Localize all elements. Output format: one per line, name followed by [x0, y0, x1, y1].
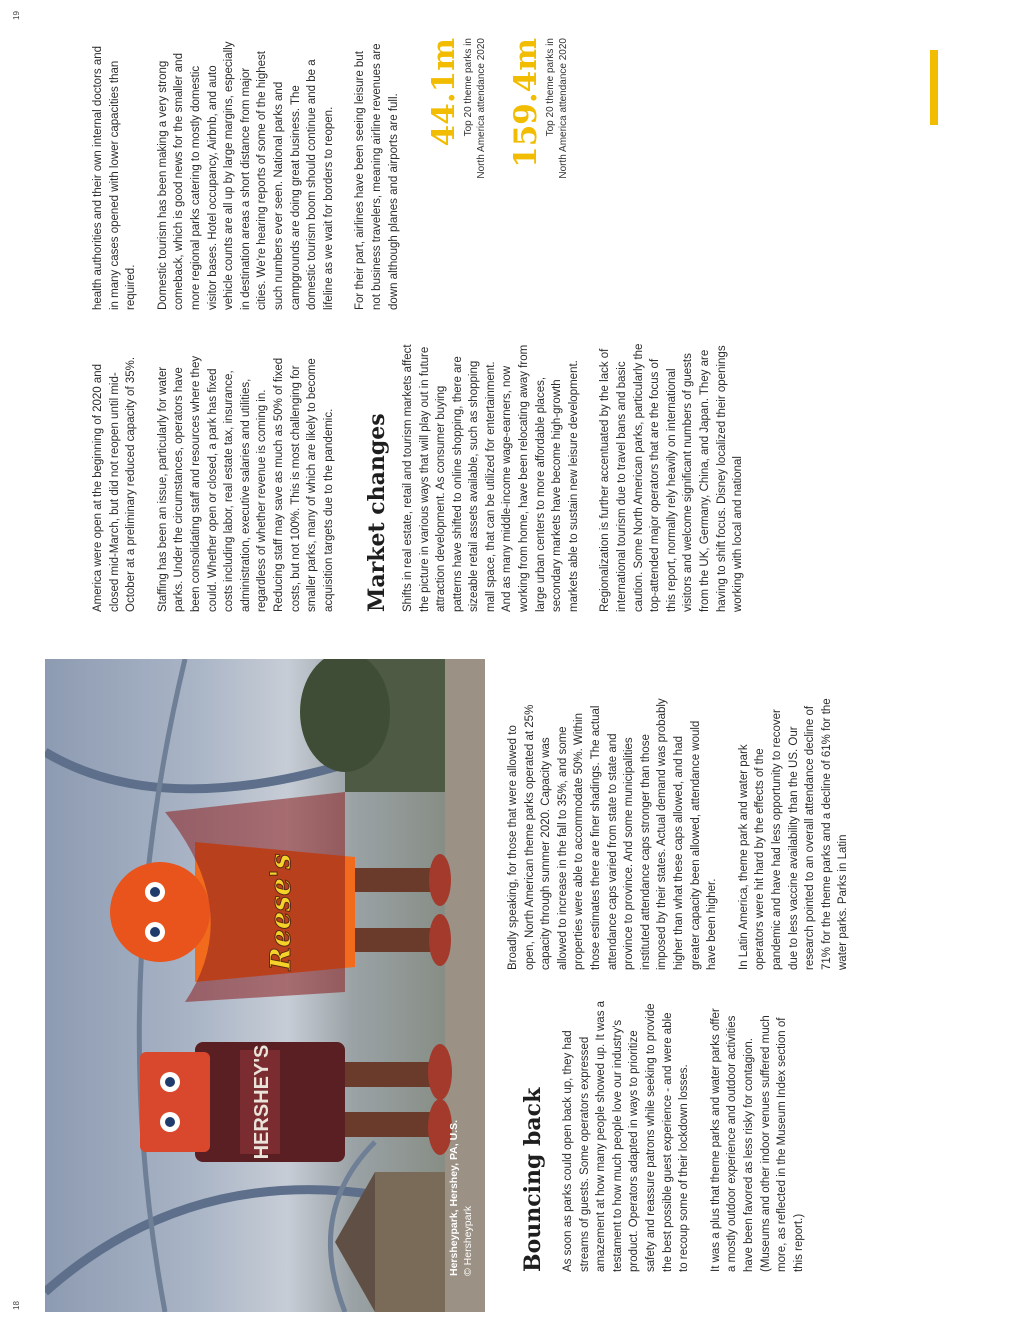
- paragraph: Broadly speaking, for those that were allowed to open, North American theme parks operated at 25% capacity through summer 2020. Capacity was allowed to increase in the fall to 35%, and some properties were able to accommodate 50%. Within those estimates there are finer shadings. The actual attendance caps varied from state to state and province to province. And some municipalities instituted attendance caps stronger than those imposed by their states. Actual demand was probably higher than what these caps allowed, and had greater capacity been allowed, attendance would have been higher.: [507, 698, 719, 970]
- hersheypark-photo: [45, 659, 485, 1312]
- paragraph: health authorities and their own internal doctors and in many cases opened with lower capacities than required.: [92, 45, 138, 310]
- stat-value: 159.4m: [508, 38, 545, 168]
- bouncing-back-column-1: [560, 1000, 822, 1272]
- stat-block-1: [426, 38, 488, 310]
- stat-label-line-2: North America attendance 2020: [558, 38, 570, 179]
- page-number-right: 19: [12, 11, 21, 20]
- reeses-logo-text: Reese's: [264, 853, 297, 971]
- caption-title: Hersheypark, Hershey, PA, U.S.: [448, 1119, 460, 1276]
- stat-value: 44.1m: [426, 38, 463, 147]
- stat-label-line-1: Top 20 theme parks in: [463, 38, 475, 137]
- paragraph: Staffing has been an issue, particularly for water parks. Under the circumstances, operators have been consolidating staff and resources where they could. Whether open or closed, a park has fixed costs including labor, real estate tax, insurance, administration, executive salaries and utilities, regardless of whether revenue is coming in. Reducing staff may save as much as 50% of fixed costs, but not 100%. This is most challenging for smaller parks, many of which are likely to become acquisition targets due to the pandemic.: [156, 355, 335, 612]
- paragraph: For their part, airlines have been seeing leisure but not business travelers, meaning airline revenues are down although planes and airports are full.: [354, 43, 400, 310]
- paragraph: Shifts in real estate, retail and tourism markets affect the picture in various ways that will play out in future attraction development. As consumer buying patterns have shifted to online shopping, there are sizeable retail assets available, such as shopping mall space, that can be utilized for entertainment. And as many middle-income wage-earners, now working from home, have been relocating away from large urban centers to more affordable places, secondary markets have become high-growth markets able to sustain new leisure development.: [401, 344, 580, 612]
- bouncing-back-column-2: [505, 698, 867, 970]
- paragraph: Domestic tourism has been making a very strong comeback, which is good news for the smaller and more regional parks catering to mostly domestic visitor bases. Hotel occupancy, Airbnb, and auto vehicle counts are all up by large margins, especially in destination areas a short distance from major cities. We're hearing reports of some of the highest such numbers ever seen. National parks and campgrounds are doing great business. The domestic tourism boom should continue and be a lifeline as we wait for borders to reopen.: [156, 41, 335, 310]
- mascot-illustration: [45, 659, 485, 1312]
- bouncing-back-heading: Bouncing back: [520, 1087, 546, 1272]
- stat-label-line-1: Top 20 theme parks in: [545, 38, 557, 137]
- hersheys-logo-text: HERSHEY'S: [251, 1044, 273, 1160]
- market-changes-heading: Market changes: [364, 413, 391, 612]
- paragraph: In Latin America, theme park and water park operators were hit hard by the effects of the pandemic and have had less opportunity to recover due to less vaccine availability than the US. Our research pointed to an overall attendance decline of 71% for the theme parks and a decline of 61% for the water parks. Parks in Latin: [737, 698, 850, 970]
- page-number-left: 18: [12, 1301, 21, 1310]
- stat-block-2: [508, 38, 570, 310]
- right-column-1: [90, 342, 762, 612]
- paragraph: America were open at the beginning of 2020 and closed mid-March, but did not reopen until mid-October at a preliminary reduced capacity of 35%.: [92, 356, 138, 612]
- accent-bar: [930, 50, 938, 125]
- photo-caption: [447, 1120, 475, 1276]
- paragraph: As soon as parks could open back up, they had streams of guests. Some operators expressed amazement at how many people showed up. It was a testament to how much people love our industry's product. Operators adapted in ways to prioritize safety and reassure patrons while seeking to provide the best possible guest experience - and were able to recoup some of their lockdown losses.: [562, 1000, 691, 1272]
- stat-label-line-2: North America attendance 2020: [476, 38, 488, 179]
- paragraph: It was a plus that theme parks and water parks offer a mostly outdoor experience and outdoor activities have been favored as less risky for contagion. (Museums and other indoor venues suffered much more, as reflected in the Museum Index section of this report.): [709, 1008, 805, 1272]
- paragraph: Regionalization is further accentuated by the lack of international tourism due to travel bans and basic caution. Some North American parks, particularly the top-attended major operators that are the focus of this report, normally rely heavily on international visitors and welcome significant numbers of guests from the UK, Germany, China, and Japan. They are having to shift focus. Disney localized their openings working with local and national: [599, 343, 745, 612]
- right-column-2: [90, 38, 570, 310]
- caption-credit: © Hersheypark: [462, 1205, 474, 1276]
